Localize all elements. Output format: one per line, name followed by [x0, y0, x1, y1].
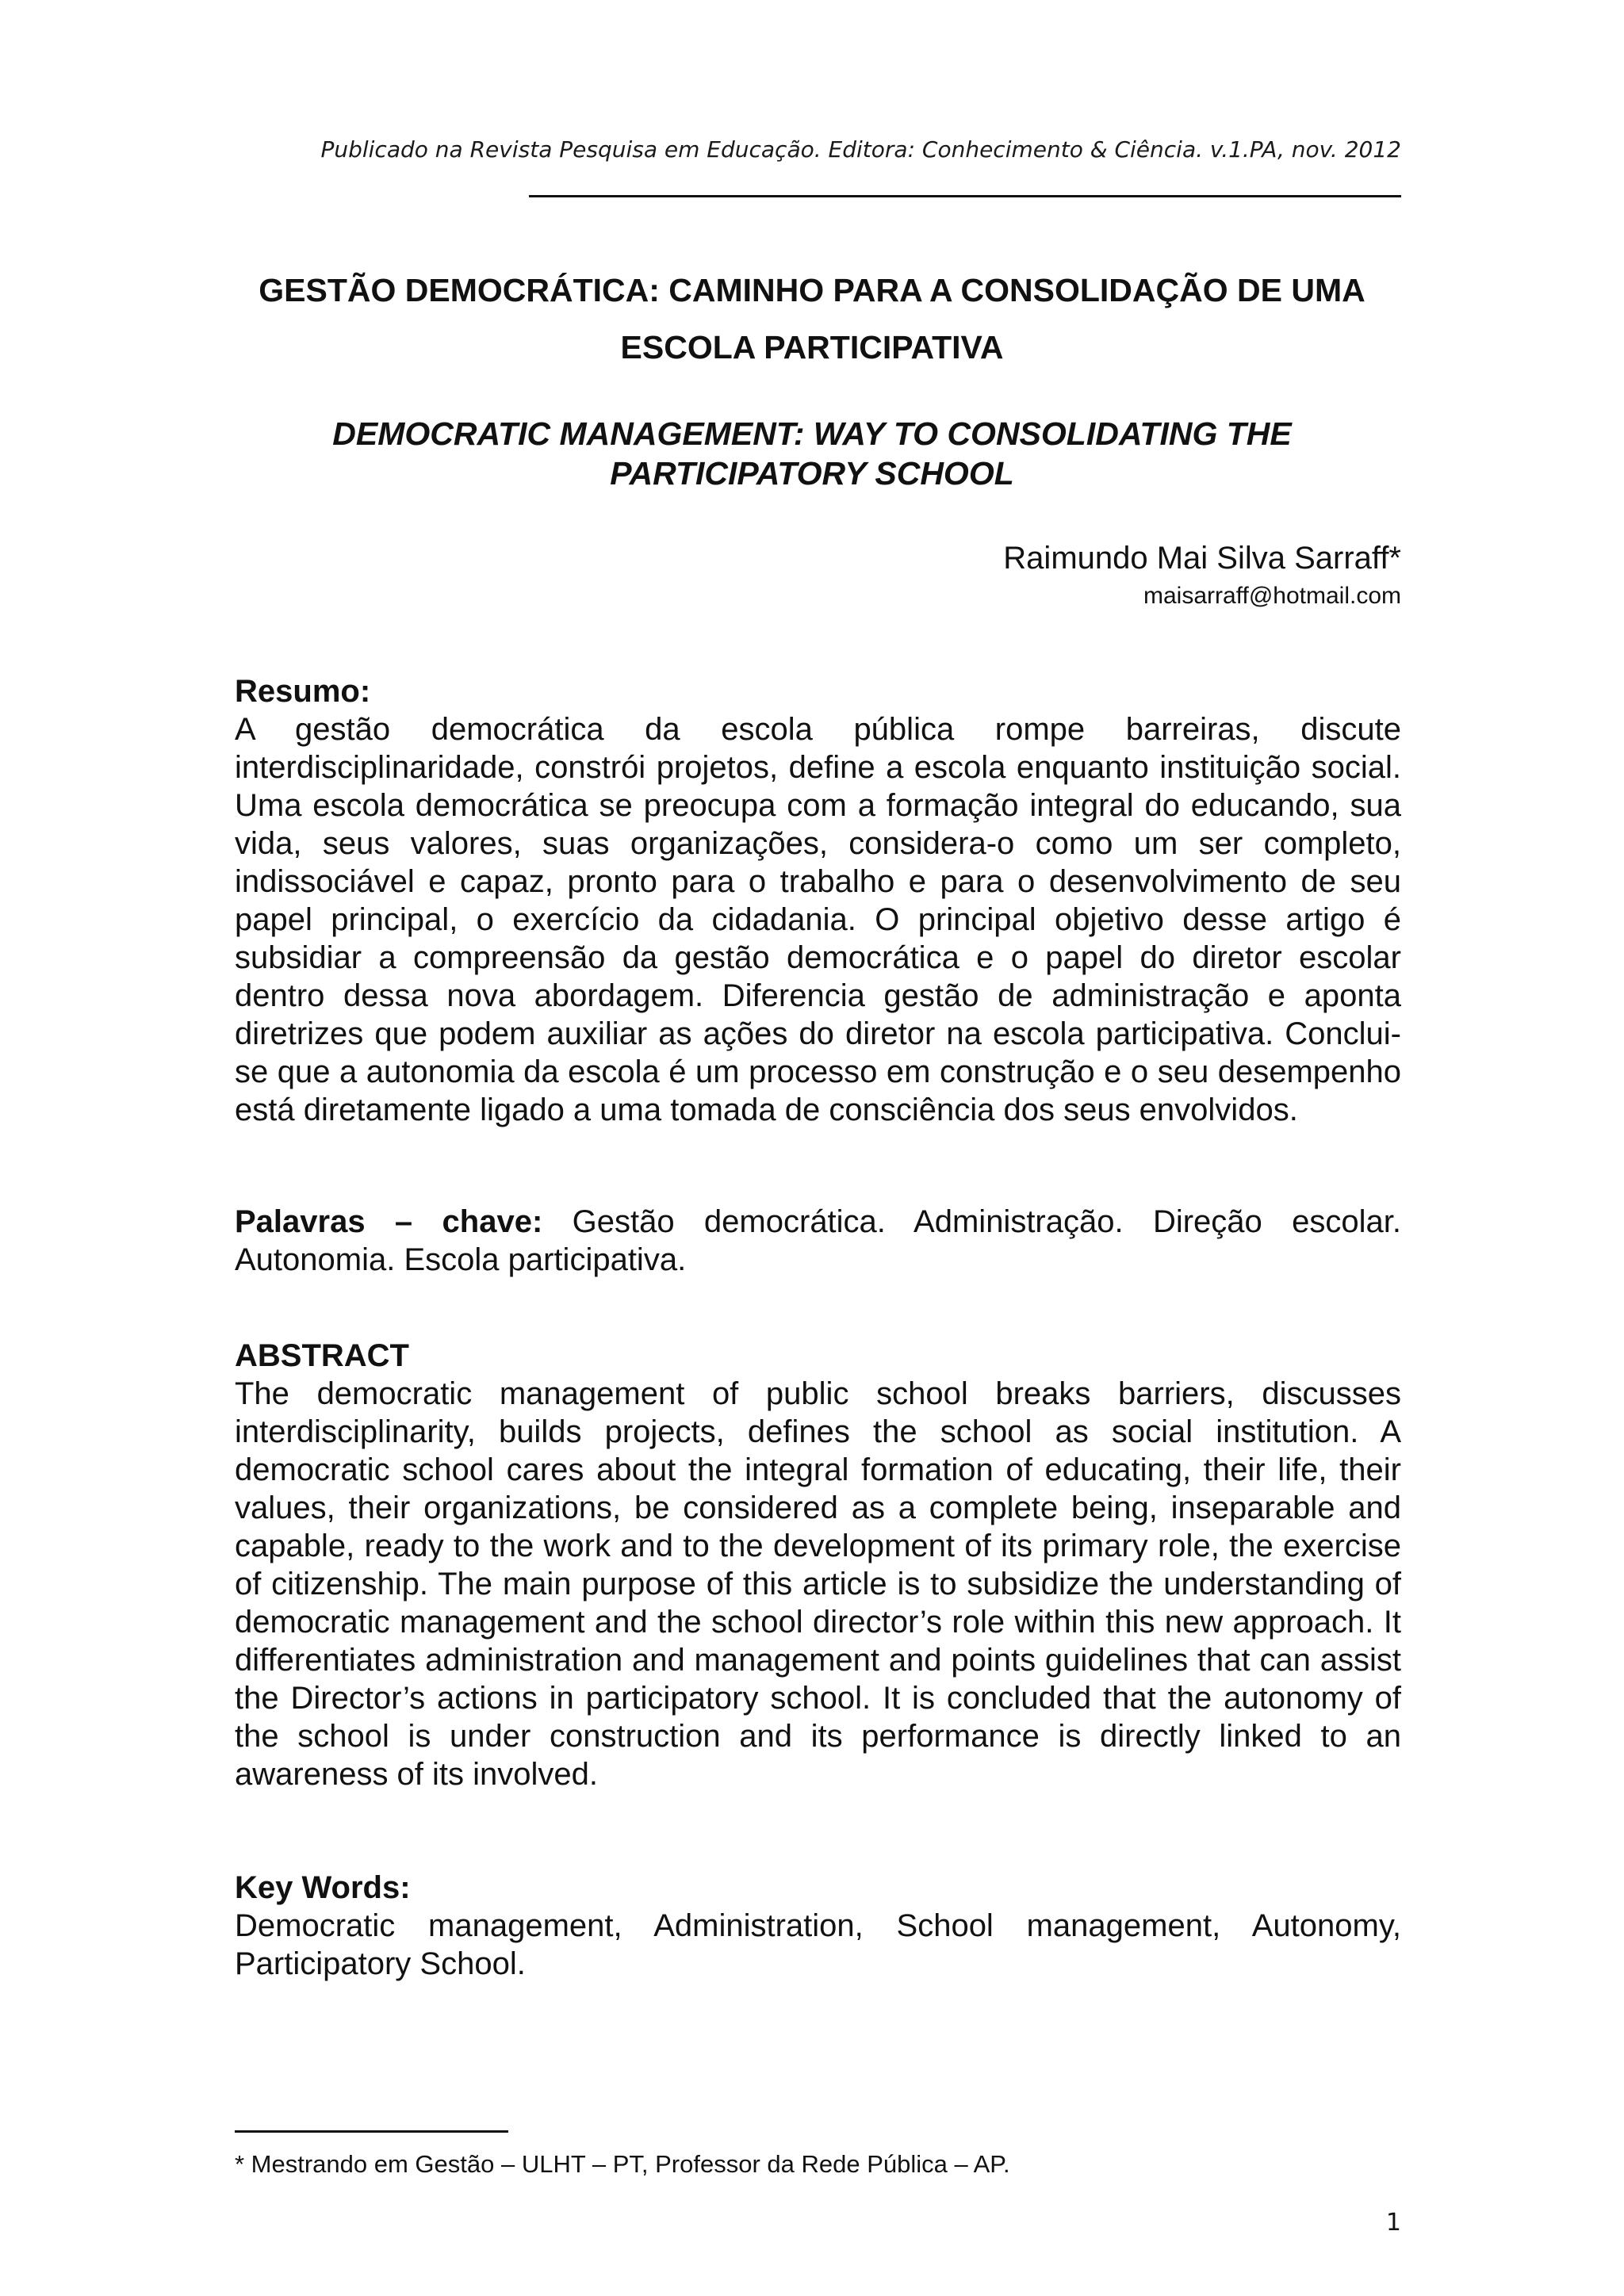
palavras-chave-label: Palavras – chave: [235, 1204, 543, 1239]
resumo-section [235, 672, 1401, 1129]
key-words-text: Democratic management, Administration, School management, Autonomy, Participatory School. [235, 1908, 1401, 1981]
key-words-section [235, 1869, 1401, 1983]
palavras-chave-section [235, 1203, 1401, 1279]
title-portuguese [159, 262, 1465, 376]
palavras-chave-text: Gestão democrática. Administração. Direção escolar. Autonomia. Escola participativa. [235, 1204, 1401, 1277]
title-english [159, 414, 1465, 493]
footnote: * Mestrando em Gestão – ULHT – PT, Professor da Rede Pública – AP. [235, 2150, 1010, 2178]
author-email: maisarraff@hotmail.com [1143, 583, 1401, 609]
footnote-divider [235, 2130, 508, 2133]
title-portuguese-line-1: GESTÃO DEMOCRÁTICA: CAMINHO PARA A CONSOLIDAÇÃO DE UMA [259, 272, 1365, 308]
page-number: 1 [1385, 2209, 1401, 2237]
author-name: Raimundo Mai Silva Sarraff* [1003, 541, 1401, 576]
title-english-line-1: DEMOCRATIC MANAGEMENT: WAY TO CONSOLIDATING THE [332, 415, 1292, 452]
publication-note: Publicado na Revista Pesquisa em Educação. Editora: Conhecimento & Ciência. v.1.PA, nov. 2012 [320, 136, 1401, 163]
key-words-heading: Key Words: [235, 1870, 411, 1905]
title-portuguese-line-2: ESCOLA PARTICIPATIVA [620, 329, 1004, 365]
palavras-chave-paragraph [235, 1203, 1401, 1279]
title-english-line-2: PARTICIPATORY SCHOOL [610, 455, 1014, 492]
abstract-section [235, 1337, 1401, 1793]
abstract-text: The democratic management of public school breaks barriers, discusses interdisciplinarity, builds projects, defines the school as social institution. A democratic school cares about the integral formation of educating, their life, their values, their organizations, be considered as a complete being, inseparable and capable, ready to the work and to the development of its primary role, the exercise of citizenship. The main purpose of this article is to subsidize the understanding of democratic management and the school director’s role within this new approach. It differentiates administration and management and points guidelines that can assist the Director’s actions in participatory school. It is concluded that the autonomy of the school is under construction and its performance is directly linked to an awareness of its involved. [235, 1376, 1401, 1792]
abstract-heading: ABSTRACT [235, 1338, 409, 1373]
header-divider [529, 195, 1401, 197]
resumo-text: A gestão democrática da escola pública rompe barreiras, discute interdisciplinaridade, constrói projetos, define a escola enquanto instituição social. Uma escola democrática se preocupa com a formação integral do educando, sua vida, seus valores, suas organizações, considera-o como um ser completo, indissociável e capaz, pronto para o trabalho e para o desenvolvimento de seu papel principal, o exercício da cidadania. O principal objetivo desse artigo é subsidiar a compreensão da gestão democrática e o papel do diretor escolar dentro dessa nova abordagem. Diferencia gestão de administração e aponta diretrizes que podem auxiliar as ações do diretor na escola participativa. Conclui-se que a autonomia da escola é um processo em construção e o seu desempenho está diretamente ligado a uma tomada de consciência dos seus envolvidos. [235, 712, 1401, 1127]
resumo-heading: Resumo: [235, 674, 371, 709]
